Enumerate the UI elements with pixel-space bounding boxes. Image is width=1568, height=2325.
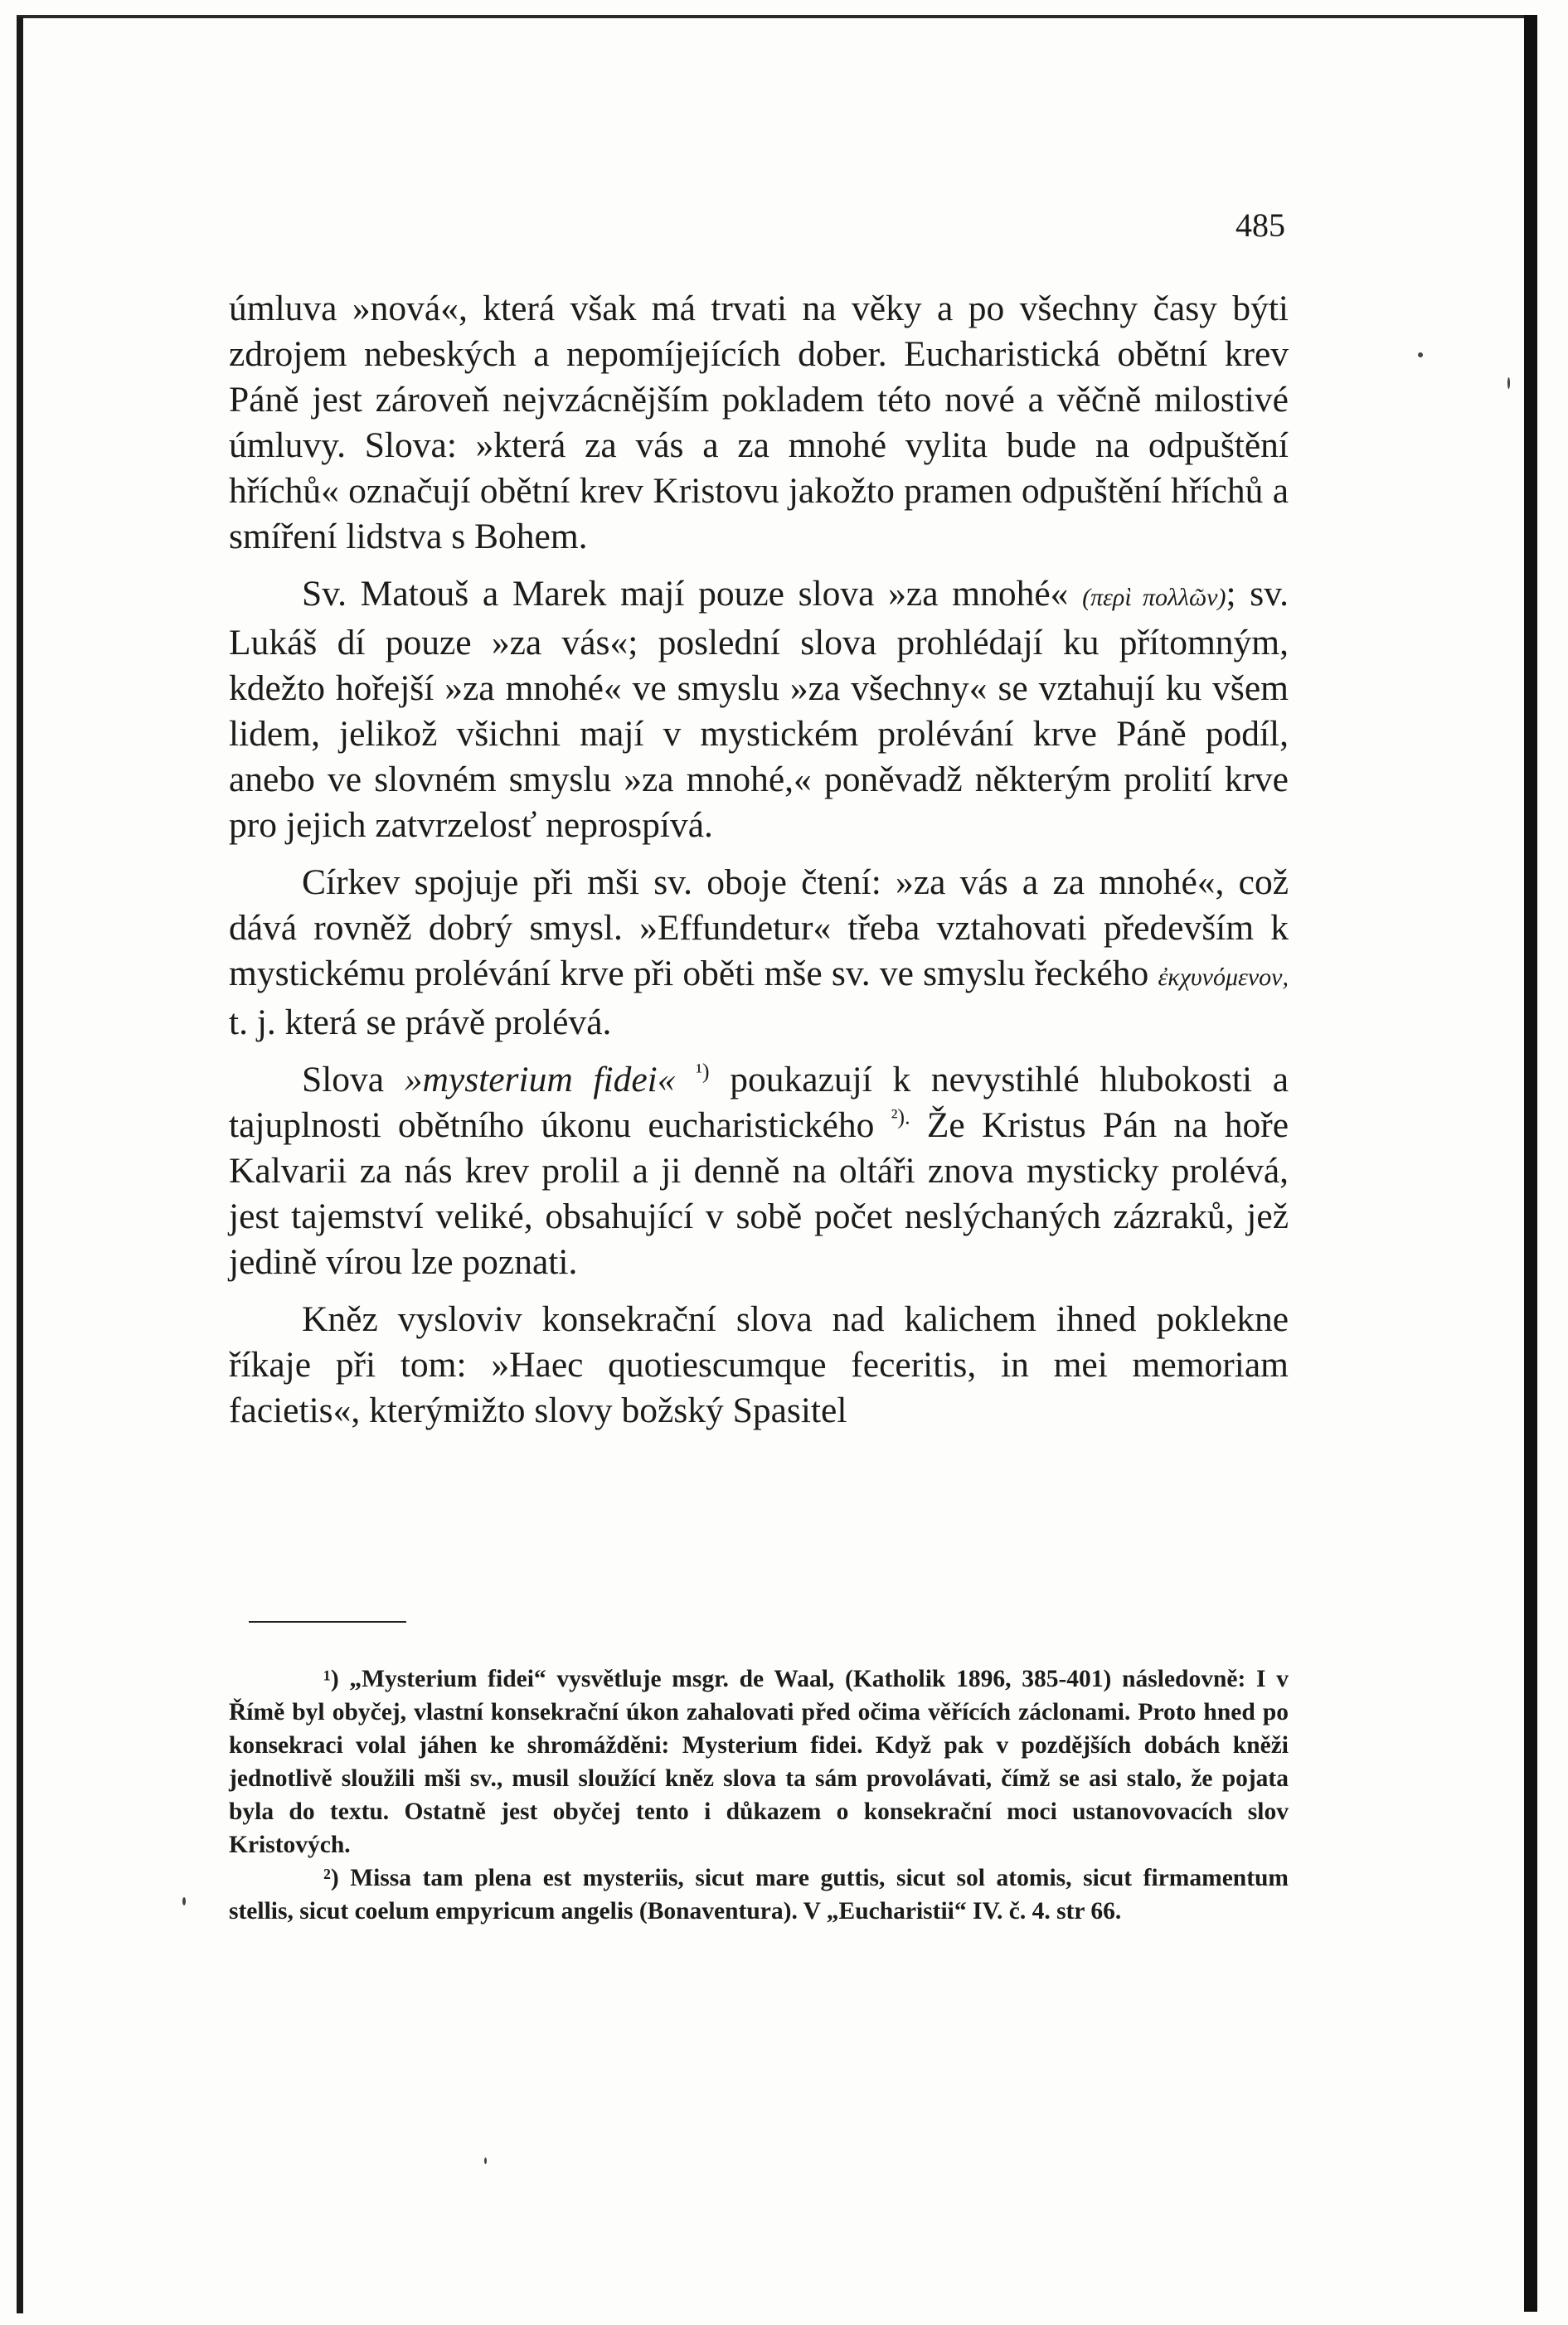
footnote-ref-2: ²).: [891, 1104, 910, 1129]
footnote-ref-1: ¹): [696, 1059, 710, 1084]
footnote-2: ²) Missa tam plena est mysteriis, sicut mare guttis, sicut sol atomis, sicut firmamentum stellis, sicut coelum empyricum angelis (Bonaventura). V „Eucharistii“ IV. č. 4. str 66.: [229, 1865, 1289, 1925]
paragraph-4-middle: poukazují k nevystihlé hlubokosti a tajuplnosti obětního úkonu eucharistického: [229, 1060, 1289, 1145]
main-text: [229, 286, 1289, 1445]
footnote-1: ¹) „Mysterium fidei“ vysvětluje msgr. de Waal, (Katholik 1896, 385-401) následovně: I v Římě byl obyčej, vlastní konsekrační úkon zahalovati před očima věřících záclonami. Proto hned po konsekraci volal jáhen ke shromážděni: Mysterium fidei. Když pak v pozdějších dobách kněži jednotlivě sloužili mši sv., musil sloužící kněz slova ta sám provolávati, čímž se asi stalo, že pojata byla do textu. Ostatně jest obyčej tento i důkazem o konsekrační moci ustanovovacích slov Kristových.: [229, 1666, 1289, 1858]
greek-peri-pollon: (περὶ πολλῶν): [1082, 584, 1226, 611]
paragraph-5: Kněz vysloviv konsekrační slova nad kalichem ihned poklekne říkaje při tom: »Haec quotiescumque feceritis, in mei memoriam facietis«, kterýmižto slovy božský Spasitel: [229, 1299, 1289, 1430]
footnotes: [229, 1662, 1289, 1928]
paragraph-4: [229, 1057, 1289, 1285]
paragraph-2: [229, 571, 1289, 848]
paper-speck: [484, 2158, 487, 2164]
page-left-edge: [17, 17, 23, 2313]
paper-speck: [1507, 377, 1510, 389]
paper-speck: [1418, 352, 1423, 357]
paragraph-1: úmluva »nová«, která však má trvati na věky a po všechny časy býti zdrojem nebeských a nepomíjejících dober. Eucharistická obětní krev Páně jest zároveň nejvzácnějším pokladem této nové a věčně milostivé úmluvy. Slova: »která za vás a za mnohé vylita bude na odpuštění hříchů« označují obětní krev Kristovu jakožto pramen odpuštění hříchů a smíření lidstva s Bohem.: [229, 289, 1289, 556]
paper-speck: [182, 1897, 186, 1905]
paragraph-3-start: Církev spojuje při mši sv. oboje čtení: »za vás a za mnohé«, což dává rovněž dobrý smysl. »Effundetur« třeba vztahovati především k mystickému prolévání krve při oběti mše sv. ve smyslu řeckého: [229, 862, 1289, 993]
page-number: 485: [1235, 206, 1285, 244]
page-top-edge: [17, 15, 1526, 18]
paragraph-4-rest: Že Kristus Pán na hoře Kalvarii za nás krev prolil a ji denně na oltáři znova mysticky prolévá, jest tajemství veliké, obsahující v sobě počet neslýchaných zázraků, jež jedině vírou lze poznati.: [229, 1105, 1289, 1282]
paragraph-3-rest: t. j. která se právě prolévá.: [229, 1002, 612, 1042]
paragraph-2-rest: ; sv. Lukáš dí pouze »za vás«; poslední slova prohlédají ku přítomným, kdežto hořejší »za mnohé« ve smyslu »za všechny« se vztahují ku všem lidem, jelikož všichni mají v mystickém prolévání krve Páně podíl, anebo ve slovném smyslu »za mnohé,« poněvadž některým prolití krve pro jejich zatvrzelosť neprospívá.: [229, 574, 1289, 845]
paragraph-2-start: Sv. Matouš a Marek mají pouze slova »za mnohé«: [302, 574, 1069, 614]
paragraph-4-start: Slova: [302, 1060, 385, 1099]
paragraph-3: [229, 860, 1289, 1046]
footnote-separator: [249, 1621, 406, 1623]
greek-ekchynomenon: ἐκχυνόμενον,: [1158, 963, 1289, 991]
mysterium-fidei-phrase: »mysterium fidei«: [404, 1060, 676, 1099]
page-right-edge: [1524, 15, 1537, 2312]
